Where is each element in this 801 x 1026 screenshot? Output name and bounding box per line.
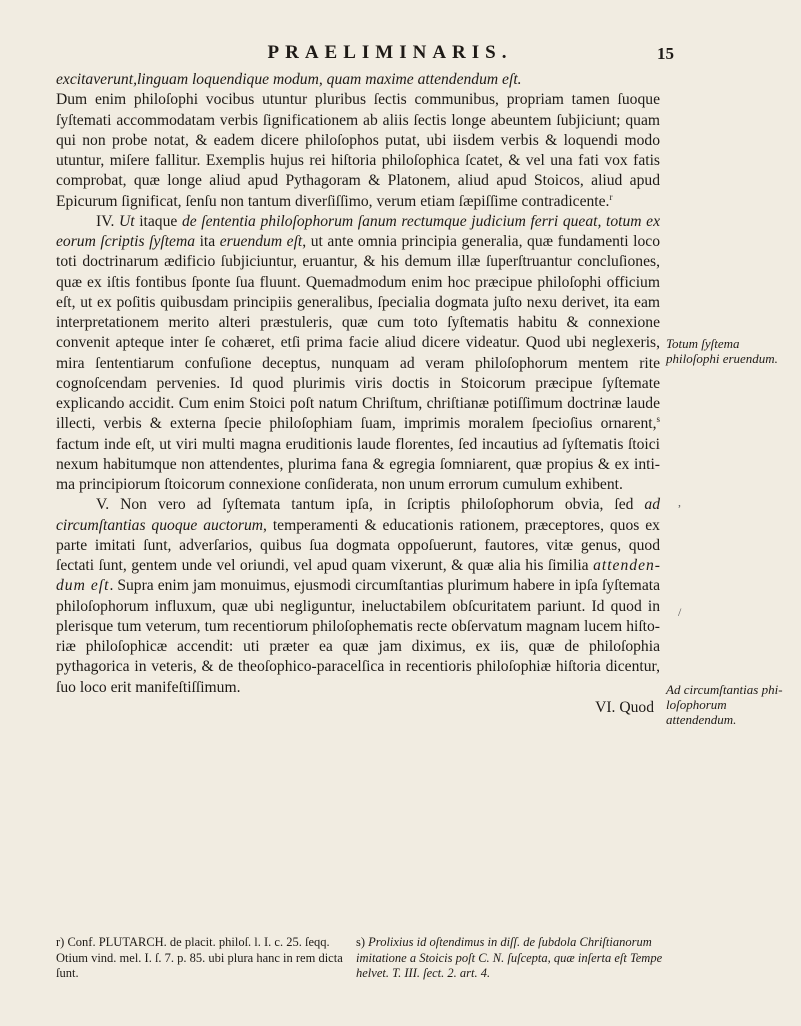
main-text xyxy=(56,70,660,718)
page-number: 15 xyxy=(657,44,674,63)
footnote-s xyxy=(356,935,668,982)
paragraph-v-text-a: V. Non vero ad ſyſtemata tantum ipſa, in ſcriptis philoſophorum obvia, ſed xyxy=(96,496,645,514)
footnote-s-mark: s) xyxy=(356,935,366,949)
footnote-s-text: Prolixius id oſtendimus in diſſ. de ſubdola Chriſtianorum imitatione a Stoicis poſt C. N. ſuſcepta, quæ inſerta eſt Tempe helvet. T. III. ſect. 2. art. 4. xyxy=(356,935,663,980)
paragraph-v xyxy=(56,495,660,698)
section-number-iv: IV. xyxy=(96,212,115,230)
paragraph-iv-text-c: , ut ante omnia principia generalia, quæ fundamenti loco toti doctrinarum ædificio ſubjiciuntur, eruantur, & his demum illæ ſuperſtruantur concluſiones, quæ ex iſtis fontibus ſponte ſua fluunt. Quemadmodum enim hoc præcipue philoſophi officium eſt, ut ex poſitis quibusdam principiis generalibus, ſpecialia dogmata juſto nexu derivet, ita eam interpretationem merito alteri præstuleris, quæ cum toto ſyſtematis habitu & connexione convenit apteque inter ſe cohæret, etſi prima facie aliud dicere videatur. Quod ubi neglexeris, mira ſententiarum confuſione deceptus, nunquam ad veram philoſophorum mentem rite cognoſcendam pervenies. Id quod plurimis viris doctis in Stoicorum præcipue ſyſtemate explicando accidit. Cum enim Stoici poſt natum Chriſtum, chriſtianæ potiſſimum doctrinæ laude illecti, verbis & externa ſpecie philoſophiam ſuam, imprimis moralem ſpecioſius ornarent, xyxy=(56,233,660,433)
paragraph-iv-italic-3: eruendum eſt xyxy=(219,233,303,250)
text-line-opening: excitaverunt,linguam loquendique modum, quam maxime attendendum eſt. xyxy=(56,71,522,88)
footnote-r-text: Conf. PLUTARCH. de placit. philoſ. l. I. c. 25. ſeqq. Otium vind. mel. I. ſ. 7. p. 85. ubi plura hanc in rem dicta ſunt. xyxy=(56,935,343,980)
margin-tick-mark: , xyxy=(678,495,681,509)
footnote-r-mark: r) xyxy=(56,935,65,949)
paragraph-iv-italic-2: de ſententia philoſophorum ſanum rectumque judicium ferri queat, totum ex eorum ſcriptis ſyſtema xyxy=(56,212,660,250)
catchword: VI. Quod xyxy=(595,698,654,716)
margin-tick-mark-2: / xyxy=(678,605,682,619)
paragraph-iv-italic-1: Ut xyxy=(118,212,135,230)
paragraph-v-italic-1: ad circumſtantias quoque auctorum xyxy=(56,496,660,534)
paragraph-iv-text-a: itaque xyxy=(134,212,182,230)
paragraph-v-text-c: . Supra enim jam monuimus, ejusmodi circumſtantias plurimum habere in ipſa ſyſtemata philoſophorum influxum, quæ ubi negliguntur, ineluctabilem obſcuritatem pariunt. Id quod in plerisque tum veterum, tum recentiorum philoſophematis recte obſervatum magnam lucem hiſtoriæ philoſophicæ accendit: uti præter ea quæ jam diximus, ex iis, quæ de philoſophia pythagorica in veteris, & de theoſophico-paracelſica in recentioris philoſophiæ hiſtoria dicentur, ſuo loco erit manifeſtiſſimum. xyxy=(56,577,660,696)
margin-note-2: Ad circumſtantias philoſophorum attendendum. xyxy=(666,682,783,727)
paragraph-iv-text-b: ita xyxy=(195,233,220,250)
footnote-r xyxy=(56,935,346,982)
paragraph-1 xyxy=(56,90,660,212)
paragraph-iv xyxy=(56,212,660,496)
margin-note-1: Totum ſyſtema philoſophi eruendum. xyxy=(666,336,778,366)
footnote-ref-r: r xyxy=(609,191,613,202)
paragraph-1-text: Dum enim philoſophi vocibus utuntur pluribus ſectis communibus, propriam tamen ſuoque ſyſtemati accommodatam verbis ſignificationem ab aliis ſectis longe abeuntem ſubjiciunt; quam qui non probe notat, & eadem dicere philoſophos putat, ubi iisdem verbis & loquendi modo utuntur, miſere fallitur. Exemplis hujus rei hiſtoria philoſophica ſcatet, & vel una fati vox fatis comprobat, quæ longe aliud apud Pythagoram & Platonem, aliud apud Stoicos, aliud apud Epicurum ſignificat, ſenſu non tantum diverſiſſimo, verum etiam ſæpiſſime contradicente. xyxy=(56,91,660,210)
running-title: PRAELIMINARIS. xyxy=(267,42,513,63)
paragraph-v-italic-2: attendendum eſt xyxy=(56,557,660,595)
paragraph-v-text-b: , temperamenti & educationis rationem, præceptores, quos ex parte imitati ſunt, adverſarios, quibus ſua dogmata oppoſuerunt, fautores, vitæ genus, quod ſectati ſunt, gentem unde vel oriundi, vel apud quam vixerunt, & quæ alia his ſimilia xyxy=(56,516,660,574)
paragraph-iv-text-d: factum inde eſt, ut viri multi magna eruditionis laude florentes, ſed incautius ad ſyſtematis ſtoici nexum habitumque non attendentes, plurima fana & egregia ſomniarent, quæ propius & ex intima principiorum ſtoicorum connexione conſiderata, non unum errorum cumulum exhibent. xyxy=(56,435,660,493)
footnote-ref-s: s xyxy=(656,414,660,425)
